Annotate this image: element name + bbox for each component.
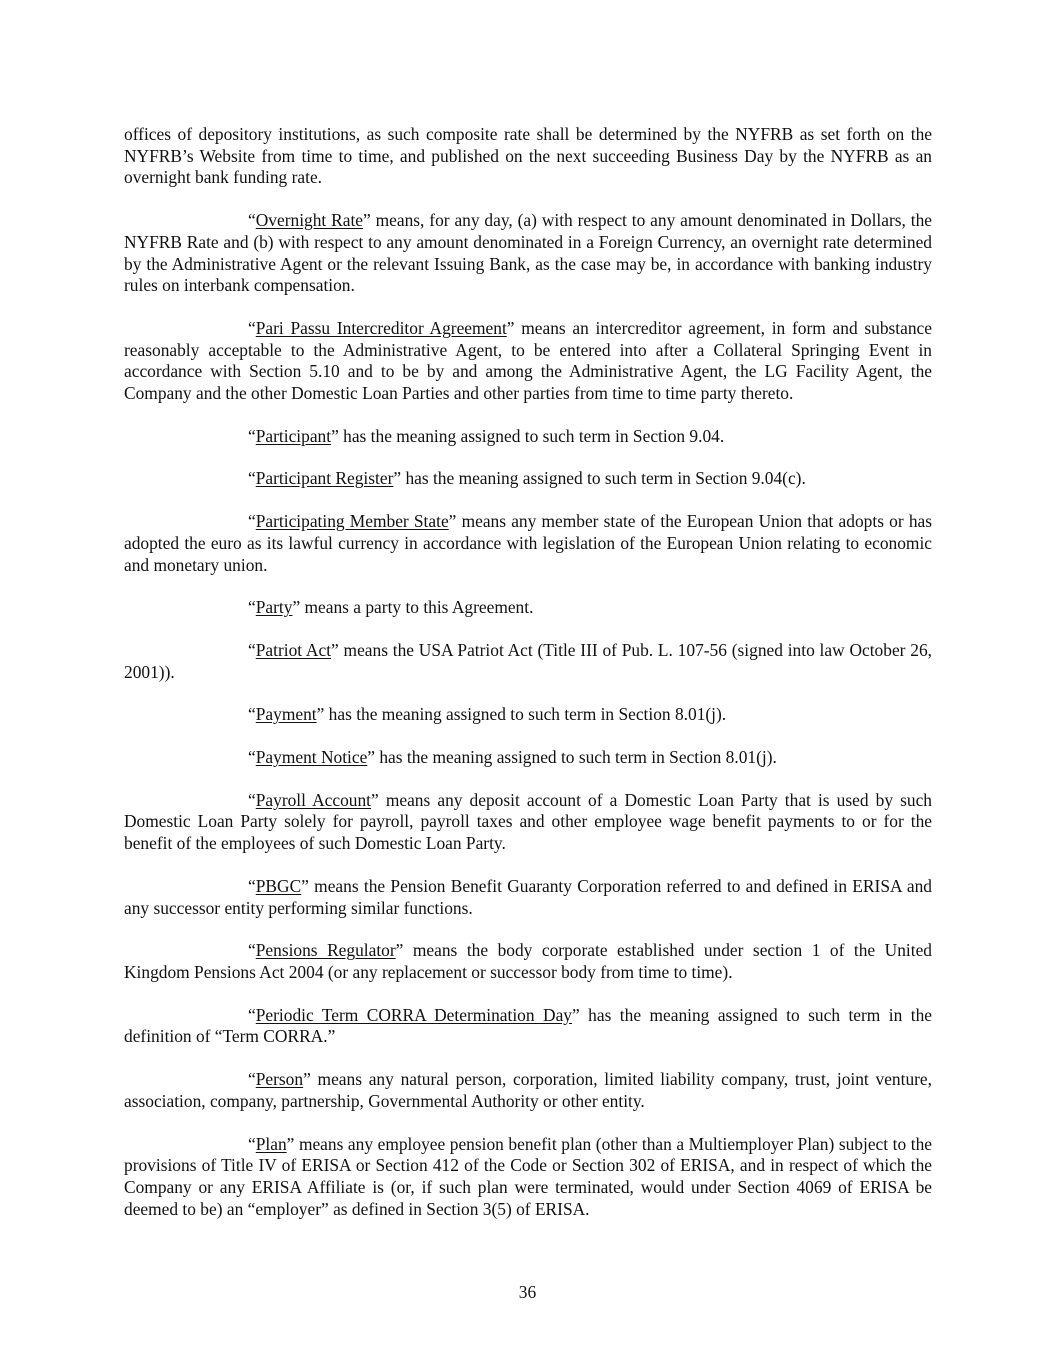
defined-term: Pensions Regulator <box>255 940 396 961</box>
intro-paragraph: offices of depository institutions, as such composite rate shall be determined by the NYFRB as set forth on the NYFRB’s Website from time to time, and published on the next succeeding Business Day by the NYFRB as an overnight bank funding rate. <box>124 124 932 188</box>
definition-person: “Person” means any natural person, corporation, limited liability company, trust, joint venture, association, company, partnership, Governmental Authority or other entity. <box>124 1069 932 1111</box>
definition-text: ” means the Pension Benefit Guaranty Corporation referred to and defined in ERISA and any successor entity performing similar functions. <box>124 875 932 918</box>
defined-term: Overnight Rate <box>255 210 364 231</box>
definition-pensions-regulator: “Pensions Regulator” means the body corporate established under section 1 of the United Kingdom Pensions Act 2004 (or any replacement or successor body from time to time). <box>124 940 932 982</box>
definition-text: ” has the meaning assigned to such term in the definition of “Term CORRA.” <box>124 1004 932 1047</box>
definition-text: ” means any member state of the European Union that adopts or has adopted the euro as its lawful currency in accordance with legislation of the European Union relating to economic and monetary union. <box>124 511 932 575</box>
definition-text: ” has the meaning assigned to such term in Section 9.04. <box>331 425 725 446</box>
definition-text: ” has the meaning assigned to such term in Section 8.01(j). <box>316 704 727 725</box>
defined-term: Pari Passu Intercreditor Agreement <box>255 317 507 338</box>
definition-party: “Party” means a party to this Agreement. <box>248 597 534 618</box>
defined-term: Participant <box>255 425 332 446</box>
defined-term: Payment Notice <box>255 747 368 768</box>
defined-term: PBGC <box>255 875 302 896</box>
definition-text: ” means a party to this Agreement. <box>292 597 534 618</box>
defined-term: Patriot Act <box>255 639 332 660</box>
definition-overnight-rate: “Overnight Rate” means, for any day, (a) with respect to any amount denominated in Dollars, the NYFRB Rate and (b) with respect to any amount denominated in a Foreign Currency, an overnight rate determined by the Administrative Agent or the relevant Issuing Bank, as the case may be, in accordance with banking industry rules on interbank compensation. <box>124 210 933 296</box>
defined-term: Payroll Account <box>255 789 372 810</box>
definition-patriot-act: “Patriot Act” means the USA Patriot Act (Title III of Pub. L. 107-56 (signed into law October 26, 2001)). <box>124 639 932 682</box>
document-body <box>124 124 932 1241</box>
definition-text: ” means an intercreditor agreement, in form and substance reasonably acceptable to the Administrative Agent, to be entered into after a Collateral Springing Event in accordance with Section 5.10 and to be by and among the Administrative Agent, the LG Facility Agent, the Company and the other Domestic Loan Parties and other parties from time to time party thereto. <box>124 317 932 404</box>
definition-pbgc: “PBGC” means the Pension Benefit Guaranty Corporation referred to and defined in ERISA and any successor entity performing similar functions. <box>124 875 932 918</box>
defined-term: Party <box>255 597 293 618</box>
definition-text: ” means the body corporate established under section 1 of the United Kingdom Pensions Act 2004 (or any replacement or successor body from time to time). <box>124 940 932 982</box>
defined-term: Payment <box>255 704 317 725</box>
definition-text: ” means any natural person, corporation, limited liability company, trust, joint venture, association, company, partnership, Governmental Authority or other entity. <box>124 1069 932 1111</box>
definition-payment: “Payment” has the meaning assigned to such term in Section 8.01(j). <box>248 704 727 725</box>
definition-payment-notice: “Payment Notice” has the meaning assigned to such term in Section 8.01(j). <box>248 747 777 768</box>
definition-periodic-term-corra-determination-day: “Periodic Term CORRA Determination Day” has the meaning assigned to such term in the definition of “Term CORRA.” <box>124 1004 932 1047</box>
defined-term: Person <box>255 1069 304 1090</box>
defined-term: Periodic Term CORRA Determination Day <box>255 1004 572 1025</box>
defined-term: Participating Member State <box>255 511 449 532</box>
definition-plan: “Plan” means any employee pension benefit plan (other than a Multiemployer Plan) subject to the provisions of Title IV of ERISA or Section 412 of the Code or Section 302 of ERISA, and in respect of which the Company or any ERISA Affiliate is (or, if such plan were terminated, would under Section 4069 of ERISA be deemed to be) an “employer” as defined in Section 3(5) of ERISA. <box>124 1133 932 1219</box>
definition-participant-register: “Participant Register” has the meaning assigned to such term in Section 9.04(c). <box>248 468 806 489</box>
definition-text: ” has the meaning assigned to such term in Section 9.04(c). <box>393 468 806 489</box>
definition-pari-passu-intercreditor-agreement: “Pari Passu Intercreditor Agreement” means an intercreditor agreement, in form and substance reasonably acceptable to the Administrative Agent, to be entered into after a Collateral Springing Event in accordance with Section 5.10 and to be by and among the Administrative Agent, the LG Facility Agent, the Company and the other Domestic Loan Parties and other parties from time to time party thereto. <box>124 317 932 404</box>
definition-participating-member-state: “Participating Member State” means any member state of the European Union that adopts or has adopted the euro as its lawful currency in accordance with legislation of the European Union relating to economic and monetary union. <box>124 511 932 575</box>
defined-term: Participant Register <box>255 468 394 489</box>
definition-text: ” means, for any day, (a) with respect to any amount denominated in Dollars, the NYFRB Rate and (b) with respect to any amount denominated in a Foreign Currency, an overnight rate determined by the Administrative Agent or the relevant Issuing Bank, as the case may be, in accordance with banking industry rules on interbank compensation. <box>124 210 933 296</box>
definition-participant: “Participant” has the meaning assigned to such term in Section 9.04. <box>248 425 725 446</box>
defined-term: Plan <box>255 1133 287 1154</box>
definition-text: ” means any employee pension benefit plan (other than a Multiemployer Plan) subject to the provisions of Title IV of ERISA or Section 412 of the Code or Section 302 of ERISA, and in respect of which the Company or any ERISA Affiliate is (or, if such plan were terminated, would under Section 4069 of ERISA be deemed to be) an “employer” as defined in Section 3(5) of ERISA. <box>124 1133 932 1219</box>
definition-text: ” means any deposit account of a Domestic Loan Party that is used by such Domestic Loan Party solely for payroll, payroll taxes and other employee wage benefit payments to or for the benefit of the employees of such Domestic Loan Party. <box>124 789 932 854</box>
definition-payroll-account: “Payroll Account” means any deposit account of a Domestic Loan Party that is used by such Domestic Loan Party solely for payroll, payroll taxes and other employee wage benefit payments to or for the benefit of the employees of such Domestic Loan Party. <box>124 789 932 854</box>
definition-text: ” has the meaning assigned to such term in Section 8.01(j). <box>367 747 777 768</box>
page-number: 36 <box>518 1282 537 1302</box>
definition-text: ” means the USA Patriot Act (Title III of Pub. L. 107-56 (signed into law October 26, 2001)). <box>124 639 932 682</box>
